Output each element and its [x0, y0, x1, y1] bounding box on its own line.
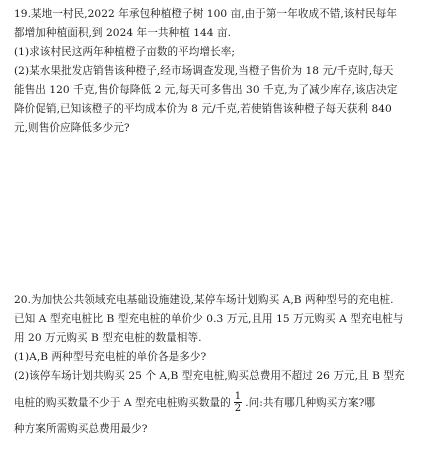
problem-19	[14, 5, 434, 138]
problem-20-part-2-line-2	[14, 386, 434, 420]
problem-19-line-1: 19.某地一村民,2022 年承包种植橙子树 100 亩,由于第一年收成不错,该村民每年	[14, 8, 398, 20]
problem-20-part-2-line-3: 种方案所需购买总费用最少?	[14, 423, 148, 435]
fraction-line-after: .问:共有哪几种购买方案?哪	[245, 397, 376, 409]
fraction-denominator: 2	[234, 402, 242, 414]
problem-20	[14, 291, 434, 439]
problem-19-part-1: (1)求该村民这两年种植橙子亩数的平均增长率;	[14, 46, 236, 58]
problem-19-part-2-line-3: 降价促销,已知该橙子的平均成本价为 8 元/千克,若使销售该种橙子每天获利 840	[14, 103, 392, 115]
problem-20-line-2: 已知 A 型充电桩比 B 型充电桩的单价少 0.3 万元,且用 15 万元购买 A 型充电桩与	[14, 313, 404, 325]
problem-19-part-2-line-4: 元,则售价应降低多少元?	[14, 122, 130, 134]
problem-20-part-1: (1)A,B 两种型号充电桩的单价各是多少?	[14, 351, 207, 363]
problem-19-line-2: 都增加种植面积,到 2024 年一共种植 144 亩.	[14, 27, 232, 39]
problem-20-line-3: 用 20 万元购买 B 型充电桩的数量相等.	[14, 332, 202, 344]
problem-20-part-2-line-1: (2)该停车场计划共购买 25 个 A,B 型充电桩,购买总费用不超过 26 万元,且 B 型充	[14, 370, 405, 382]
problem-19-part-2-line-1: (2)某水果批发店销售该种橙子,经市场调查发现,当橙子售价为 18 元/千克时,每天	[14, 65, 394, 77]
fraction-line-before: 电桩的购买数量不少于 A 型充电桩购买数量的	[14, 397, 231, 409]
problem-20-line-1: 20.为加快公共领域充电基础设施建设,某停车场计划购买 A,B 两种型号的充电桩.	[14, 294, 394, 306]
fraction-numerator: 1	[234, 390, 242, 402]
fraction-one-half	[234, 391, 242, 414]
problem-19-part-2-line-2: 能售出 120 千克,售价每降低 2 元,每天可多售出 30 千克,为了减少库存,该店决定	[14, 84, 398, 96]
